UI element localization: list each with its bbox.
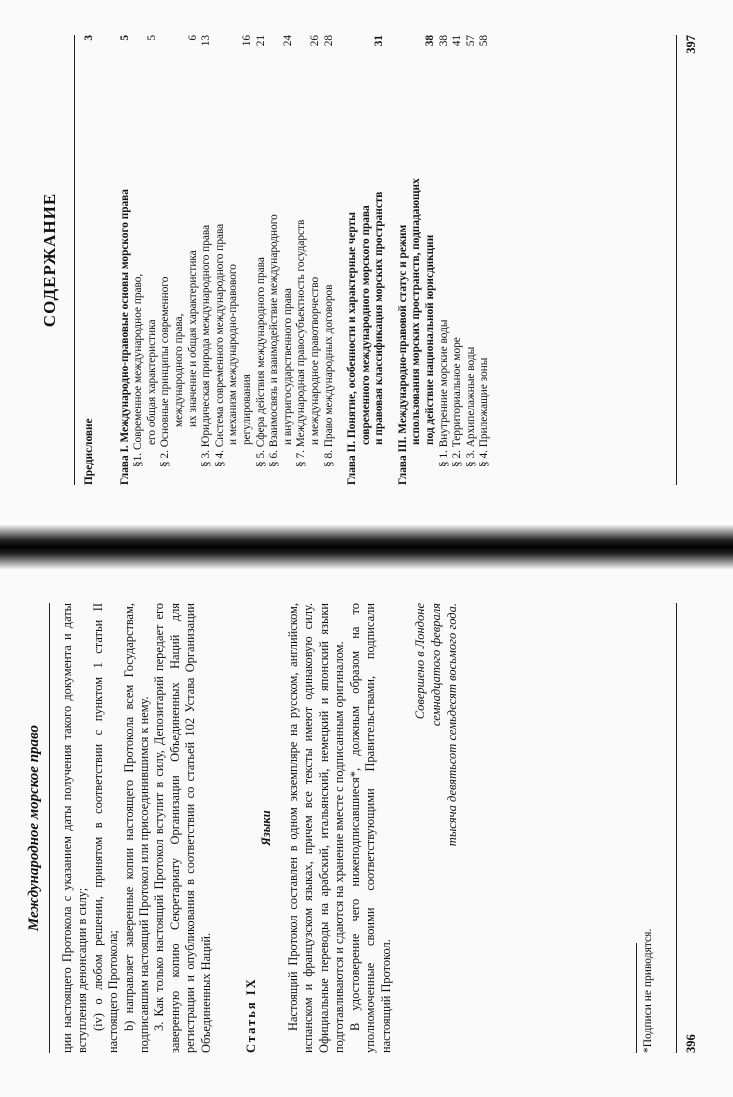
toc-entry [465,35,479,485]
page-number: 397 [684,35,698,54]
toc-entry-page: 58 [478,35,491,47]
toc-entry-text: § 3. Юридическая природа международного права [200,224,213,467]
toc-entry [132,35,146,485]
signature-line: семнадцатого февраля [428,603,443,727]
toc-entry [241,35,255,485]
toc-entry-text: и механизм международно-правового [227,264,240,445]
toc-entry-page: 38 [424,35,437,47]
toc-entry [173,35,187,485]
signature-line: тысяча девятьсот семьдесят восьмого года. [444,603,459,847]
toc-entry-text: § 8. Право международных договоров [322,284,335,467]
book-gutter [0,525,733,569]
toc-entry [200,35,214,485]
toc-entry [146,35,160,485]
toc-entry-page: 6 [186,35,199,41]
toc-entry-page: 13 [200,35,213,47]
left-page [0,567,733,1087]
toc-entry [373,35,387,485]
toc-entry-page: 38 [437,35,450,47]
footnote-divider [636,943,637,1053]
toc-entry-text: использования морских пространств, подпадающих [410,178,423,445]
toc-entry-text: Глава I. Международно-правовые основы морского права [118,189,131,485]
toc-entry [227,35,241,485]
toc-entry-text: современного международного морского права [359,205,372,445]
toc-entry-text: § 4. Система современного международного права [213,223,226,467]
toc-entry-text: § 4. Прилежащие зоны [478,357,491,467]
toc-entry [187,35,201,485]
toc-entry [83,35,97,485]
paragraph: ции настоящего Протокола с указанием даты получения такого документа и даты вступления денонсации в силу; [60,603,90,1053]
toc-entry-page: 5 [118,35,131,41]
toc-divider [74,35,75,485]
toc-entry [295,35,309,485]
toc-entry-page: 57 [464,35,477,47]
signature-block [412,603,460,1053]
toc-entry [159,35,173,485]
toc-entry-text: и международное правотворчество [308,276,321,445]
table-of-contents [83,35,492,485]
toc-entry-text: его общая характеристика [145,319,158,445]
toc-entry-text: Глава II. Понятие, особенности и характерные черты [346,212,359,485]
toc-entry [282,35,296,485]
toc-entry-text: § 3. Архипелажные воды [464,346,477,467]
toc-entry [438,35,452,485]
toc-entry-page: 41 [451,35,464,47]
toc-entry [478,35,492,485]
toc-entry-page: 31 [373,35,386,47]
toc-entry [451,35,465,485]
paragraph: (iv) о любом решении, принятом в соответствии с пунктом 1 статьи II настоящего Протокола; [90,603,121,1053]
toc-entry [255,35,269,485]
paragraph: В удостоверение чего нижеподписавшиеся*, должным образом на то уполномоченные своими соответствующими Правительствами, подписали настоящий Протокол. [347,603,393,1053]
toc-entry-text: § 1. Внутренние морские воды [437,319,450,467]
toc-entry-page: 21 [254,35,267,47]
toc-entry [424,35,438,485]
toc-entry [397,35,411,485]
toc-entry [214,35,228,485]
toc-entry-text: § 6. Взаимосвязь и взаимодействие международного [268,214,281,467]
toc-entry-text: § 7. Международная правосубъектность государств [295,219,308,467]
toc-entry [119,35,133,485]
toc-entry-text: их значение и общая характеристика [186,250,199,427]
toc-title: СОДЕРЖАНИЕ [40,192,59,328]
article-heading: Статья IX [244,977,259,1053]
paragraph: Настоящий Протокол составлен в одном экземпляре на русском, английском, испанском и французском языках, причем все тексты имеют одинаковую силу. Официальные переводы на арабский, итальянский, немецкий и японский языки подготавливаются и сдаются на хранение вместе с подписанным оригиналом. [286,603,347,1053]
toc-entry [309,35,323,485]
toc-entry-text: международного права, [172,313,185,427]
toc-entry-page: 5 [145,35,158,41]
folio-divider [676,603,677,1053]
toc-entry-text: §1. Современное международное право, [132,273,145,467]
toc-entry-text: § 5. Сфера действия международного права [254,257,267,467]
toc-entry-text: регулирования [240,374,253,445]
article-subheading: Языки [259,810,274,846]
toc-entry-text: Предисловие [83,418,95,485]
paragraph: b) направляет заверенные копии настоящего Протокола всем Государствам, подписавшим настоящий Протокол или присоединившимся к нему. [121,603,152,1053]
right-page [0,5,733,525]
toc-entry-page: 24 [281,35,294,47]
paragraph: 3. Как только настоящий Протокол вступит в силу, Депозитарий передает его заверенную копию Секретариату Организации Объединенных Наций для регистрации и опубликования в соответствии со статьей 102 Устава Организации Объединенных Наций. [152,603,213,1053]
toc-entry-text: § 2. Территориальное море [451,337,464,467]
toc-entry-page: 3 [83,35,95,41]
toc-entry-text: § 2. Основные принципы современного [159,276,172,467]
toc-entry-page: 28 [322,35,335,47]
toc-entry-text: Глава III. Международно-правовой статус и режим [396,224,409,485]
toc-entry-page: 16 [240,35,253,47]
toc-entry [268,35,282,485]
footnote: *Подписи не приводятся. [642,928,654,1053]
toc-entry [346,35,360,485]
toc-entry-text: и правовая классификация морских пространств [373,191,386,445]
toc-entry [360,35,374,485]
toc-entry-page: 26 [308,35,321,47]
page-number: 396 [684,1034,698,1053]
folio-divider [676,35,677,485]
toc-entry-text: и внутригосударственного права [281,288,294,445]
toc-entry [323,35,337,485]
toc-entry [410,35,424,485]
running-head: Международное морское право [26,603,50,1053]
signature-line: Совершено в Лондоне [412,603,427,720]
toc-entry-text: под действие национальной юрисдикции [424,234,437,445]
